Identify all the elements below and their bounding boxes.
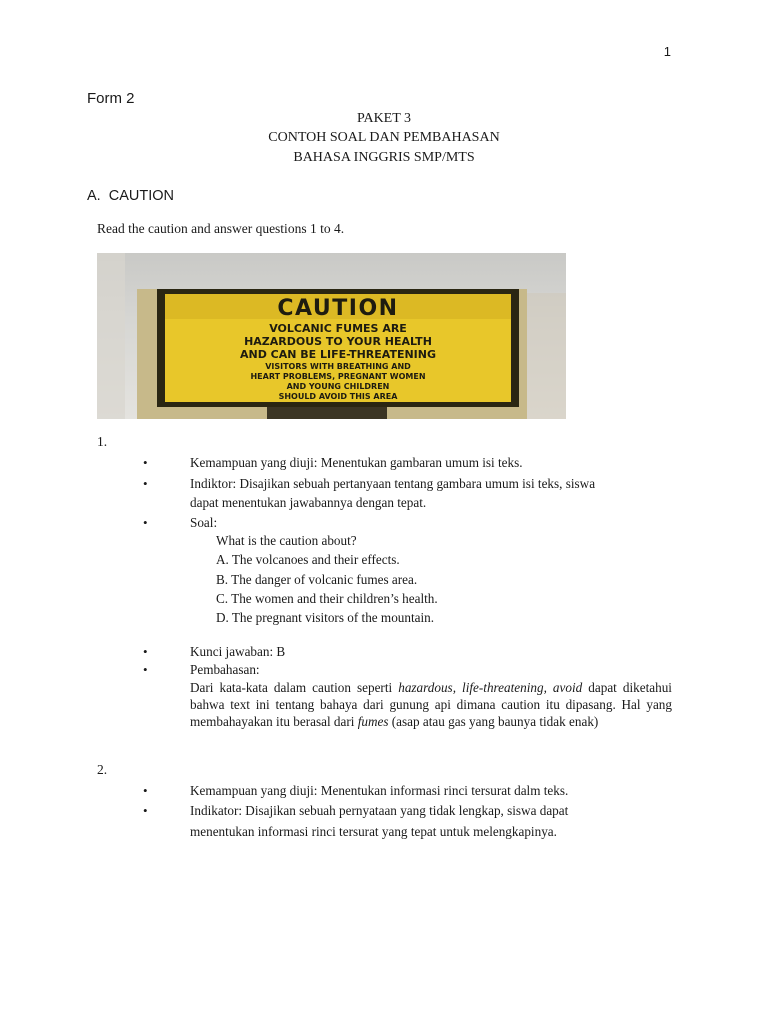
sign-line-2: HAZARDOUS TO YOUR HEALTH — [244, 335, 432, 348]
title-line-3: BAHASA INGGRIS SMP/MTS — [293, 150, 475, 165]
q2-indikator-line-1: Indikator: Disajikan sebuah pernyataan yang tidak lengkap, siswa dapat — [190, 803, 569, 818]
q1-kunci: Kunci jawaban: B — [190, 644, 286, 659]
form-label: Form 2 — [87, 90, 135, 107]
sign-heading: CAUTION — [277, 296, 399, 321]
bullet: • — [143, 644, 148, 659]
instruction: Read the caution and answer questions 1 to 4. — [97, 221, 345, 236]
bullet: • — [143, 662, 148, 677]
question-1-number: 1. — [97, 434, 108, 449]
caution-sign-photo — [97, 253, 566, 419]
bullet: • — [143, 783, 148, 798]
q1-option-c: C. The women and their children’s health. — [216, 591, 438, 606]
q1-option-a: A. The volcanoes and their effects. — [216, 552, 400, 567]
italic-fumes: fumes — [357, 714, 389, 729]
title-line-2: CONTOH SOAL DAN PEMBAHASAN — [268, 130, 500, 145]
q2-kemampuan: Kemampuan yang diuji: Menentukan informasi rinci tersurat dalm teks. — [190, 783, 569, 798]
q1-question: What is the caution about? — [216, 533, 357, 548]
bullet: • — [143, 455, 148, 470]
bullet: • — [143, 476, 148, 491]
q1-pembahasan-text: Dari kata-kata dalam caution seperti hazardous, life-threatening, avoid dapat diketahui bahwa text ini tentang bahaya dari gunung api dimana caution itu dipasang. Hal yang membahayakan itu berasal dari fumes (asap atau gas yang baunya tidak enak) — [190, 680, 672, 729]
sign-post — [267, 407, 387, 419]
q1-indikator-line-2: dapat menentukan jawabannya dengan tepat. — [190, 495, 427, 510]
bullet: • — [143, 515, 148, 530]
section-name: CAUTION — [108, 188, 175, 204]
page-number: 1 — [663, 44, 671, 59]
section-letter: A. — [87, 188, 101, 204]
sign-line-7: SHOULD AVOID THIS AREA — [278, 392, 398, 401]
q1-option-b: B. The danger of volcanic fumes area. — [216, 572, 418, 587]
sign-line-6: AND YOUNG CHILDREN — [286, 382, 390, 391]
q1-kemampuan: Kemampuan yang diuji: Menentukan gambaran umum isi teks. — [190, 455, 523, 470]
question-2-number: 2. — [97, 762, 108, 777]
q1-pembahasan-label: Pembahasan: — [190, 662, 260, 677]
italic-keywords: hazardous, life-threatening, avoid — [398, 680, 583, 695]
sign-line-1: VOLCANIC FUMES ARE — [269, 322, 407, 335]
sign-line-3: AND CAN BE LIFE-THREATENING — [239, 348, 437, 361]
sign-line-4: VISITORS WITH BREATHING AND — [265, 362, 411, 371]
title-line-1: PAKET 3 — [356, 111, 412, 126]
bullet: • — [143, 803, 148, 818]
sign-line-5: HEART PROBLEMS, PREGNANT WOMEN — [250, 372, 426, 381]
q1-option-d: D. The pregnant visitors of the mountain. — [216, 610, 435, 625]
section-heading — [87, 188, 174, 204]
q2-indikator-line-2: menentukan informasi rinci tersurat yang tepat untuk melengkapinya. — [190, 824, 557, 839]
q1-indikator-line-1: Indiktor: Disajikan sebuah pertanyaan tentang gambara umum isi teks, siswa — [190, 476, 596, 491]
q1-soal-label: Soal: — [190, 515, 218, 530]
photo-left-edge — [97, 253, 125, 419]
